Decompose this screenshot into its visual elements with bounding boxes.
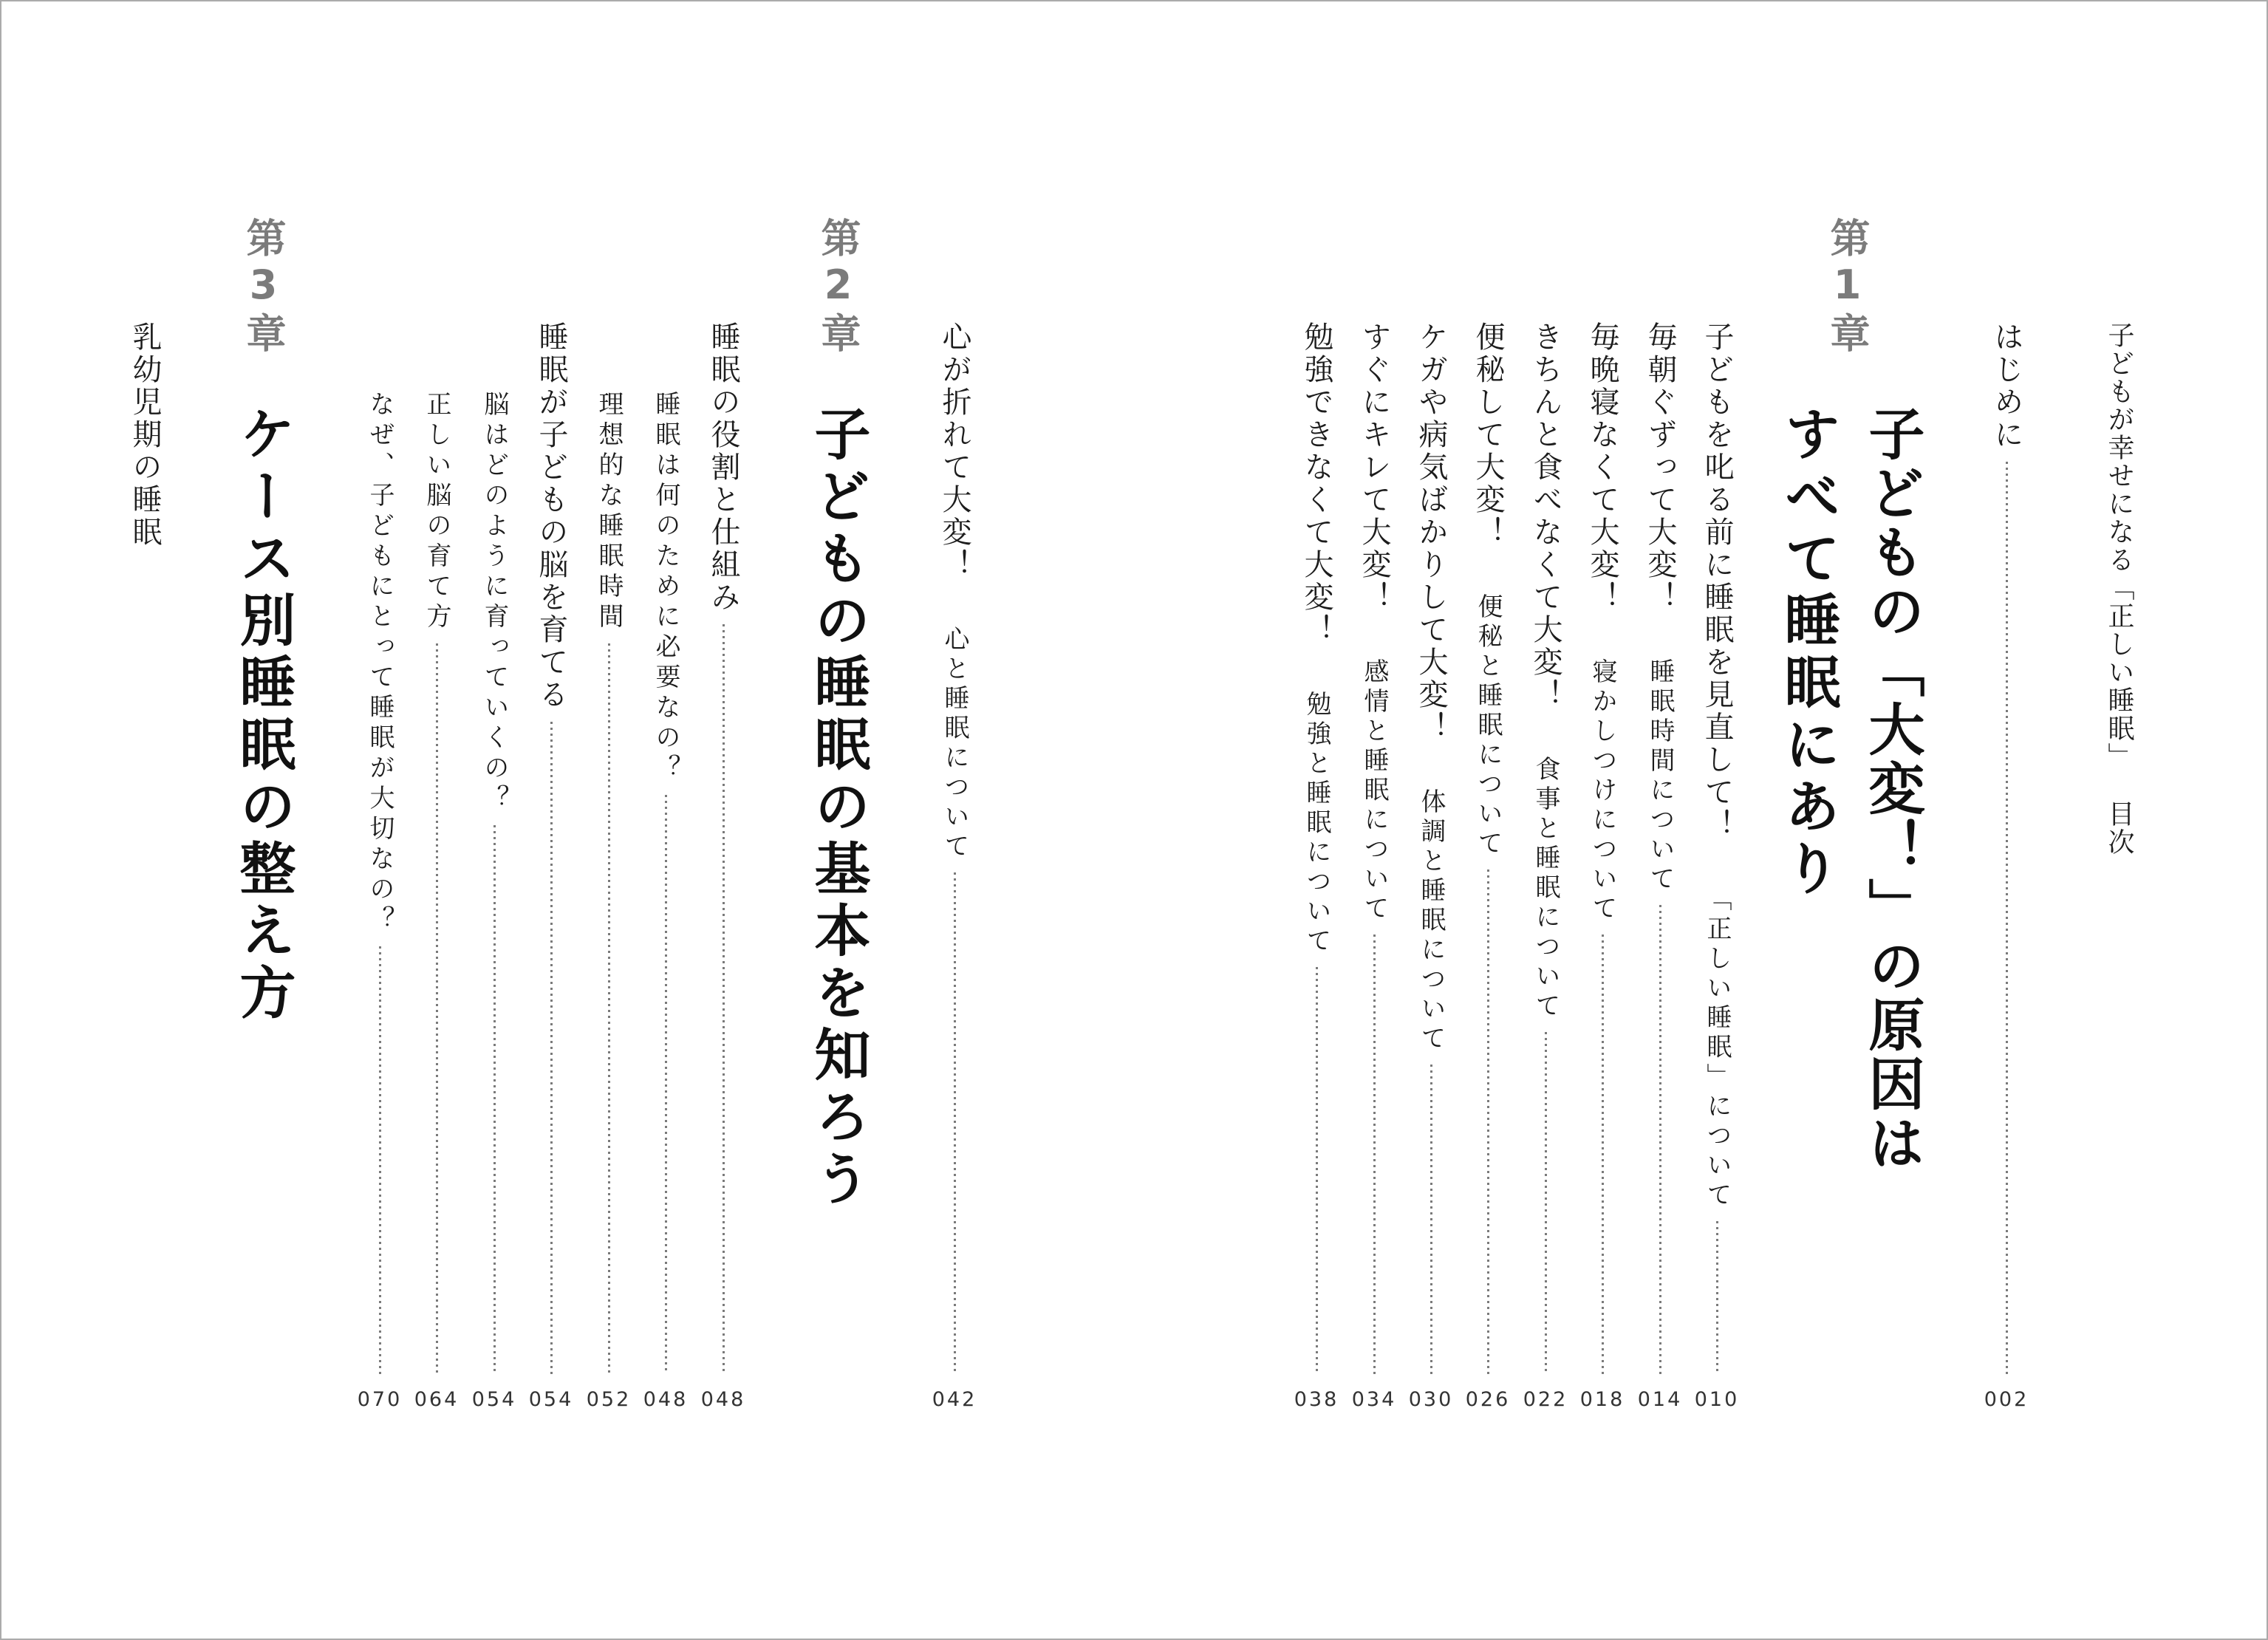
entry-subtitle: 「正しい睡眠」について — [1702, 886, 1732, 1211]
toc-entry — [529, 321, 573, 1374]
entry-title: 子どもを叱る前に睡眠を見直して！ — [1700, 321, 1734, 841]
page-number: 034 — [1351, 1388, 1397, 1411]
toc-label: 目次 — [2104, 800, 2134, 856]
entry-title: すぐにキレて大変！ — [1357, 321, 1391, 614]
entry-title: 乳幼児期の睡眠 — [128, 321, 162, 549]
dot-leader — [493, 825, 496, 1374]
page-number: 002 — [1984, 1388, 2029, 1411]
dot-leader — [550, 722, 553, 1374]
toc-entry — [1409, 321, 1453, 1374]
toc-subentry — [358, 391, 402, 1374]
page-number: 052 — [586, 1388, 632, 1411]
entry-title: きちんと食べなくて大変！ — [1528, 321, 1562, 711]
toc-header — [2097, 321, 2141, 856]
toc-entry — [701, 321, 745, 1374]
dot-leader — [1373, 935, 1376, 1374]
page-number: 026 — [1465, 1388, 1511, 1411]
dot-leader — [1659, 905, 1661, 1374]
dot-leader — [2006, 462, 2008, 1374]
page-number: 048 — [700, 1388, 746, 1411]
toc-entry — [1352, 321, 1396, 1374]
toc-entry — [932, 321, 977, 1374]
dot-leader — [436, 643, 438, 1374]
toc-entry — [1695, 321, 1739, 1374]
toc-subentry — [414, 391, 459, 1374]
page-number: 048 — [643, 1388, 689, 1411]
chapter-1-title-line-2: すべて睡眠にあり — [1775, 405, 1841, 901]
toc-subentry — [643, 391, 688, 1374]
toc-entry — [1294, 321, 1339, 1374]
entry-title: なぜ、子どもにとって睡眠が大切なの？ — [365, 391, 394, 936]
chapter-1-label: 第1章 — [1824, 217, 1871, 357]
dot-leader — [1602, 935, 1604, 1374]
toc-entry-intro — [1984, 321, 2029, 1374]
dot-leader — [608, 643, 610, 1374]
page-number: 022 — [1523, 1388, 1568, 1411]
entry-title: 脳はどのように育っていくの？ — [479, 391, 509, 815]
entry-title: 理想的な睡眠時間 — [594, 391, 624, 633]
chapter-2-label: 第2章 — [815, 217, 861, 357]
dot-leader — [954, 872, 956, 1374]
toc-subentry — [472, 391, 516, 1374]
dot-leader — [723, 624, 725, 1374]
entry-title: 正しい脳の育て方 — [422, 391, 451, 633]
entry-subtitle: 寝かしつけについて — [1588, 658, 1617, 924]
chapter-2-title: 子どもの睡眠の基本を知ろう — [805, 405, 871, 1212]
chapter-3-label: 第3章 — [240, 217, 287, 357]
dot-leader — [1716, 1221, 1718, 1374]
entry-title: 心が折れて大変！ — [937, 321, 971, 581]
entry-subtitle: 勉強と睡眠について — [1302, 691, 1331, 957]
entry-title: 毎晩寝なくて大変！ — [1585, 321, 1619, 614]
entry-title: 睡眠の役割と仕組み — [706, 321, 740, 614]
entry-subtitle: 食事と睡眠について — [1531, 756, 1560, 1022]
chapter-3-title: ケース別睡眠の整え方 — [230, 405, 296, 1025]
chapter-1-title-line-1: 子どもの「大変！」の原因は — [1859, 405, 1925, 1173]
entry-subtitle: 睡眠時間について — [1645, 658, 1675, 895]
page-number: 038 — [1294, 1388, 1339, 1411]
page-number: 010 — [1694, 1388, 1740, 1411]
dot-leader — [1545, 1032, 1547, 1374]
toc-entry — [1580, 321, 1625, 1374]
entry-subtitle: 心と睡眠について — [940, 626, 969, 862]
page-number: 054 — [471, 1388, 517, 1411]
entry-title: 睡眠は何のために必要なの？ — [651, 391, 680, 785]
entry-title: 毎朝ぐずって大変！ — [1643, 321, 1677, 614]
toc-entry — [1466, 321, 1510, 1374]
page-number: 042 — [932, 1388, 977, 1411]
dot-leader — [1430, 1065, 1432, 1374]
dot-leader — [665, 795, 667, 1374]
entry-title: 便秘して大変！ — [1471, 321, 1505, 549]
dot-leader — [1316, 967, 1318, 1374]
dot-leader — [379, 946, 381, 1374]
page-number: 070 — [357, 1388, 403, 1411]
entry-subtitle: 便秘と睡眠について — [1473, 593, 1503, 859]
page-number: 064 — [414, 1388, 460, 1411]
entry-title: 睡眠が子どもの脳を育てる — [534, 321, 568, 711]
toc-entry — [1523, 321, 1568, 1374]
entry-title: 勉強できなくて大変！ — [1299, 321, 1333, 646]
book-title: 子どもが幸せになる「正しい睡眠」 — [2104, 321, 2134, 771]
toc-subentry — [587, 391, 631, 1374]
entry-subtitle: 感情と睡眠について — [1359, 658, 1389, 924]
entry-title: はじめに — [1989, 321, 2023, 451]
page-number: 018 — [1579, 1388, 1625, 1411]
page-number: 030 — [1408, 1388, 1454, 1411]
toc-entry — [123, 321, 167, 549]
page-number: 014 — [1637, 1388, 1683, 1411]
dot-leader — [1487, 869, 1489, 1374]
toc-entry — [1638, 321, 1682, 1374]
entry-subtitle: 体調と睡眠について — [1416, 788, 1446, 1054]
entry-title: ケガや病気ばかりして大変！ — [1414, 321, 1448, 744]
page-number: 054 — [528, 1388, 574, 1411]
